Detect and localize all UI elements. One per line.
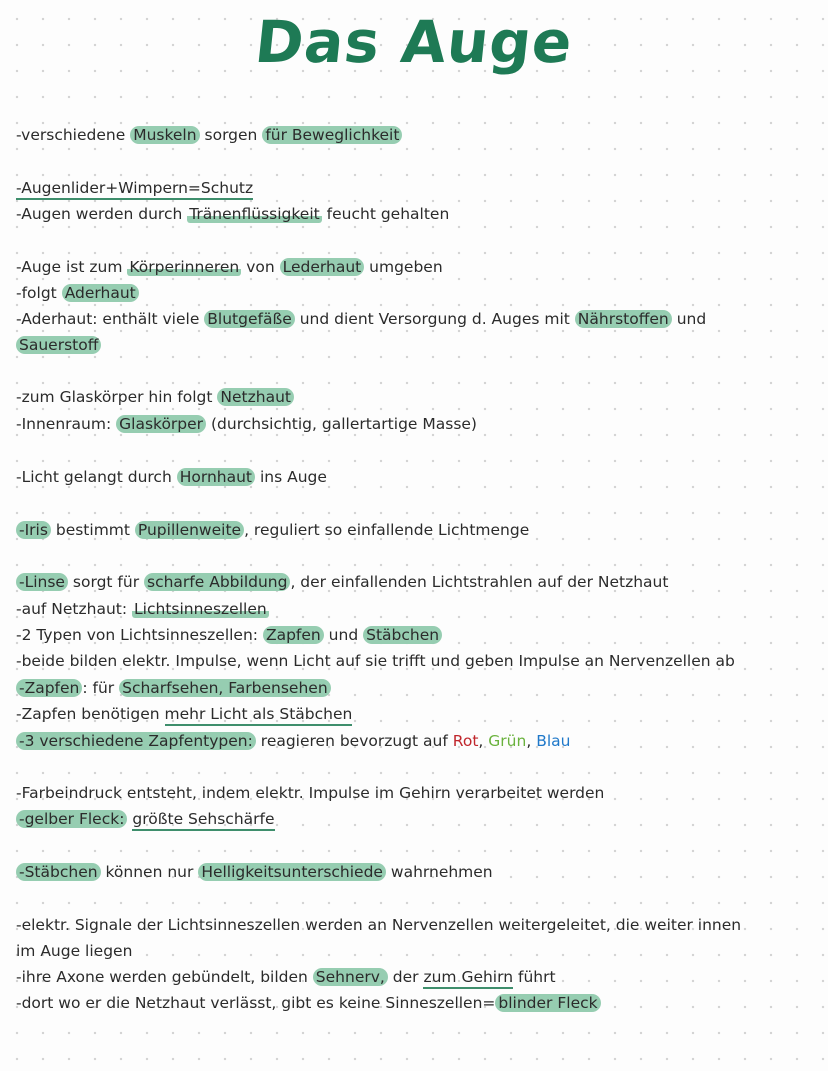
line-impulse: -beide bilden elektr. Impulse, wenn Licht auf sie trifft und geben Impulse an Nervenzellen ab — [16, 652, 735, 670]
highlight: für Beweglichkeit — [262, 126, 402, 144]
highlight: Helligkeitsunterschiede — [198, 863, 386, 881]
underline: mehr Licht als Stäbchen — [165, 705, 353, 726]
highlight: -Iris — [16, 521, 51, 539]
line-iris: -Iris bestimmt Pupillenweite , reguliert so einfallende Lichtmenge — [16, 519, 529, 541]
highlight: Sauerstoff — [16, 336, 101, 354]
line-lichtsinneszellen: -auf Netzhaut: Lichtsinneszellen — [16, 600, 267, 618]
highlight: -gelber Fleck: — [16, 810, 127, 828]
highlight: -Linse — [16, 573, 68, 591]
line-muskeln: -verschiedene Muskeln sorgen für Beweglichkeit — [16, 124, 402, 146]
line-zapfen-licht: -Zapfen benötigen mehr Licht als Stäbchen — [16, 703, 352, 725]
line-hornhaut: -Licht gelangt durch Hornhaut ins Auge — [16, 468, 327, 486]
highlight: blinder Fleck — [495, 994, 600, 1012]
highlight-underline: Körperinneren — [129, 258, 240, 276]
line-glaskoerper: -Innenraum: Glaskörper (durchsichtig, gallertartige Masse) — [16, 415, 477, 433]
highlight: Glaskörper — [116, 415, 206, 433]
line-farbeindruck: -Farbeindruck entsteht, indem elektr. Impulse im Gehirn verarbeitet werden — [16, 784, 605, 802]
line-schutz — [16, 177, 253, 199]
highlight: Muskeln — [130, 126, 199, 144]
line-zapfen: -Zapfen : für Scharfsehen, Farbensehen — [16, 677, 331, 699]
highlight: Aderhaut — [62, 284, 139, 302]
page-title: Das Auge — [251, 8, 577, 76]
highlight: -Zapfen — [16, 679, 82, 697]
highlight: Zapfen — [263, 626, 324, 644]
highlight: Hornhaut — [177, 468, 255, 486]
highlight: Lederhaut — [280, 258, 365, 276]
color-word-blue: Blau — [536, 732, 571, 750]
line-netzhaut: -zum Glaskörper hin folgt Netzhaut — [16, 386, 294, 408]
underline: größte Sehschärfe — [132, 810, 274, 831]
line-gelber-fleck — [16, 808, 275, 830]
highlight: -3 verschiedene Zapfentypen: — [16, 732, 256, 750]
underline: zum Gehirn — [423, 968, 513, 989]
highlight: Scharfsehen, Farbensehen — [119, 679, 331, 697]
highlight: Blutgefäße — [204, 310, 294, 328]
highlight: Stäbchen — [363, 626, 442, 644]
line-aderhaut: -folgt Aderhaut — [16, 282, 139, 304]
line-linse: -Linse sorgt für scharfe Abbildung , der einfallenden Lichtstrahlen auf der Netzhaut — [16, 571, 668, 593]
line-traenen: -Augen werden durch Tränenflüssigkeit feucht gehalten — [16, 205, 450, 223]
highlight: Netzhaut — [217, 388, 294, 406]
color-word-green: Grün — [488, 732, 527, 750]
line-signale-cont: im Auge liegen — [16, 942, 133, 960]
highlight: Sehnerv, — [313, 968, 388, 986]
highlight: -Stäbchen — [16, 863, 101, 881]
highlight-underline: Lichtsinneszellen — [134, 600, 267, 618]
line-sauerstoff — [16, 334, 101, 356]
line-sehnerv: -ihre Axone werden gebündelt, bilden Sehnerv, der zum Gehirn führt — [16, 966, 556, 988]
line-blutgefaesse: -Aderhaut: enthält viele Blutgefäße und dient Versorgung d. Auges mit Nährstoffen und — [16, 310, 707, 328]
highlight: Pupillenweite — [135, 521, 244, 539]
line-staebchen: -Stäbchen können nur Helligkeitsunterschiede wahrnehmen — [16, 861, 493, 883]
line-lederhaut: -Auge ist zum Körperinneren von Lederhaut umgeben — [16, 258, 443, 276]
line-zapfentypen: -3 verschiedene Zapfentypen: reagieren bevorzugt auf Rot, Grün, Blau — [16, 730, 570, 752]
line-typen: -2 Typen von Lichtsinneszellen: Zapfen und Stäbchen — [16, 624, 442, 646]
color-word-red: Rot — [452, 732, 479, 750]
highlight: Nährstoffen — [575, 310, 672, 328]
highlight: scharfe Abbildung — [144, 573, 290, 591]
line-blinder-fleck: -dort wo er die Netzhaut verlässt, gibt es keine Sinneszellen= blinder Fleck — [16, 992, 601, 1014]
highlight-underline: Tränenflüssigkeit — [189, 205, 320, 223]
line-signale: -elektr. Signale der Lichtsinneszellen werden an Nervenzellen weitergeleitet, die weiter innen — [16, 916, 742, 934]
underline: -Augenlider+Wimpern=Schutz — [16, 179, 253, 200]
